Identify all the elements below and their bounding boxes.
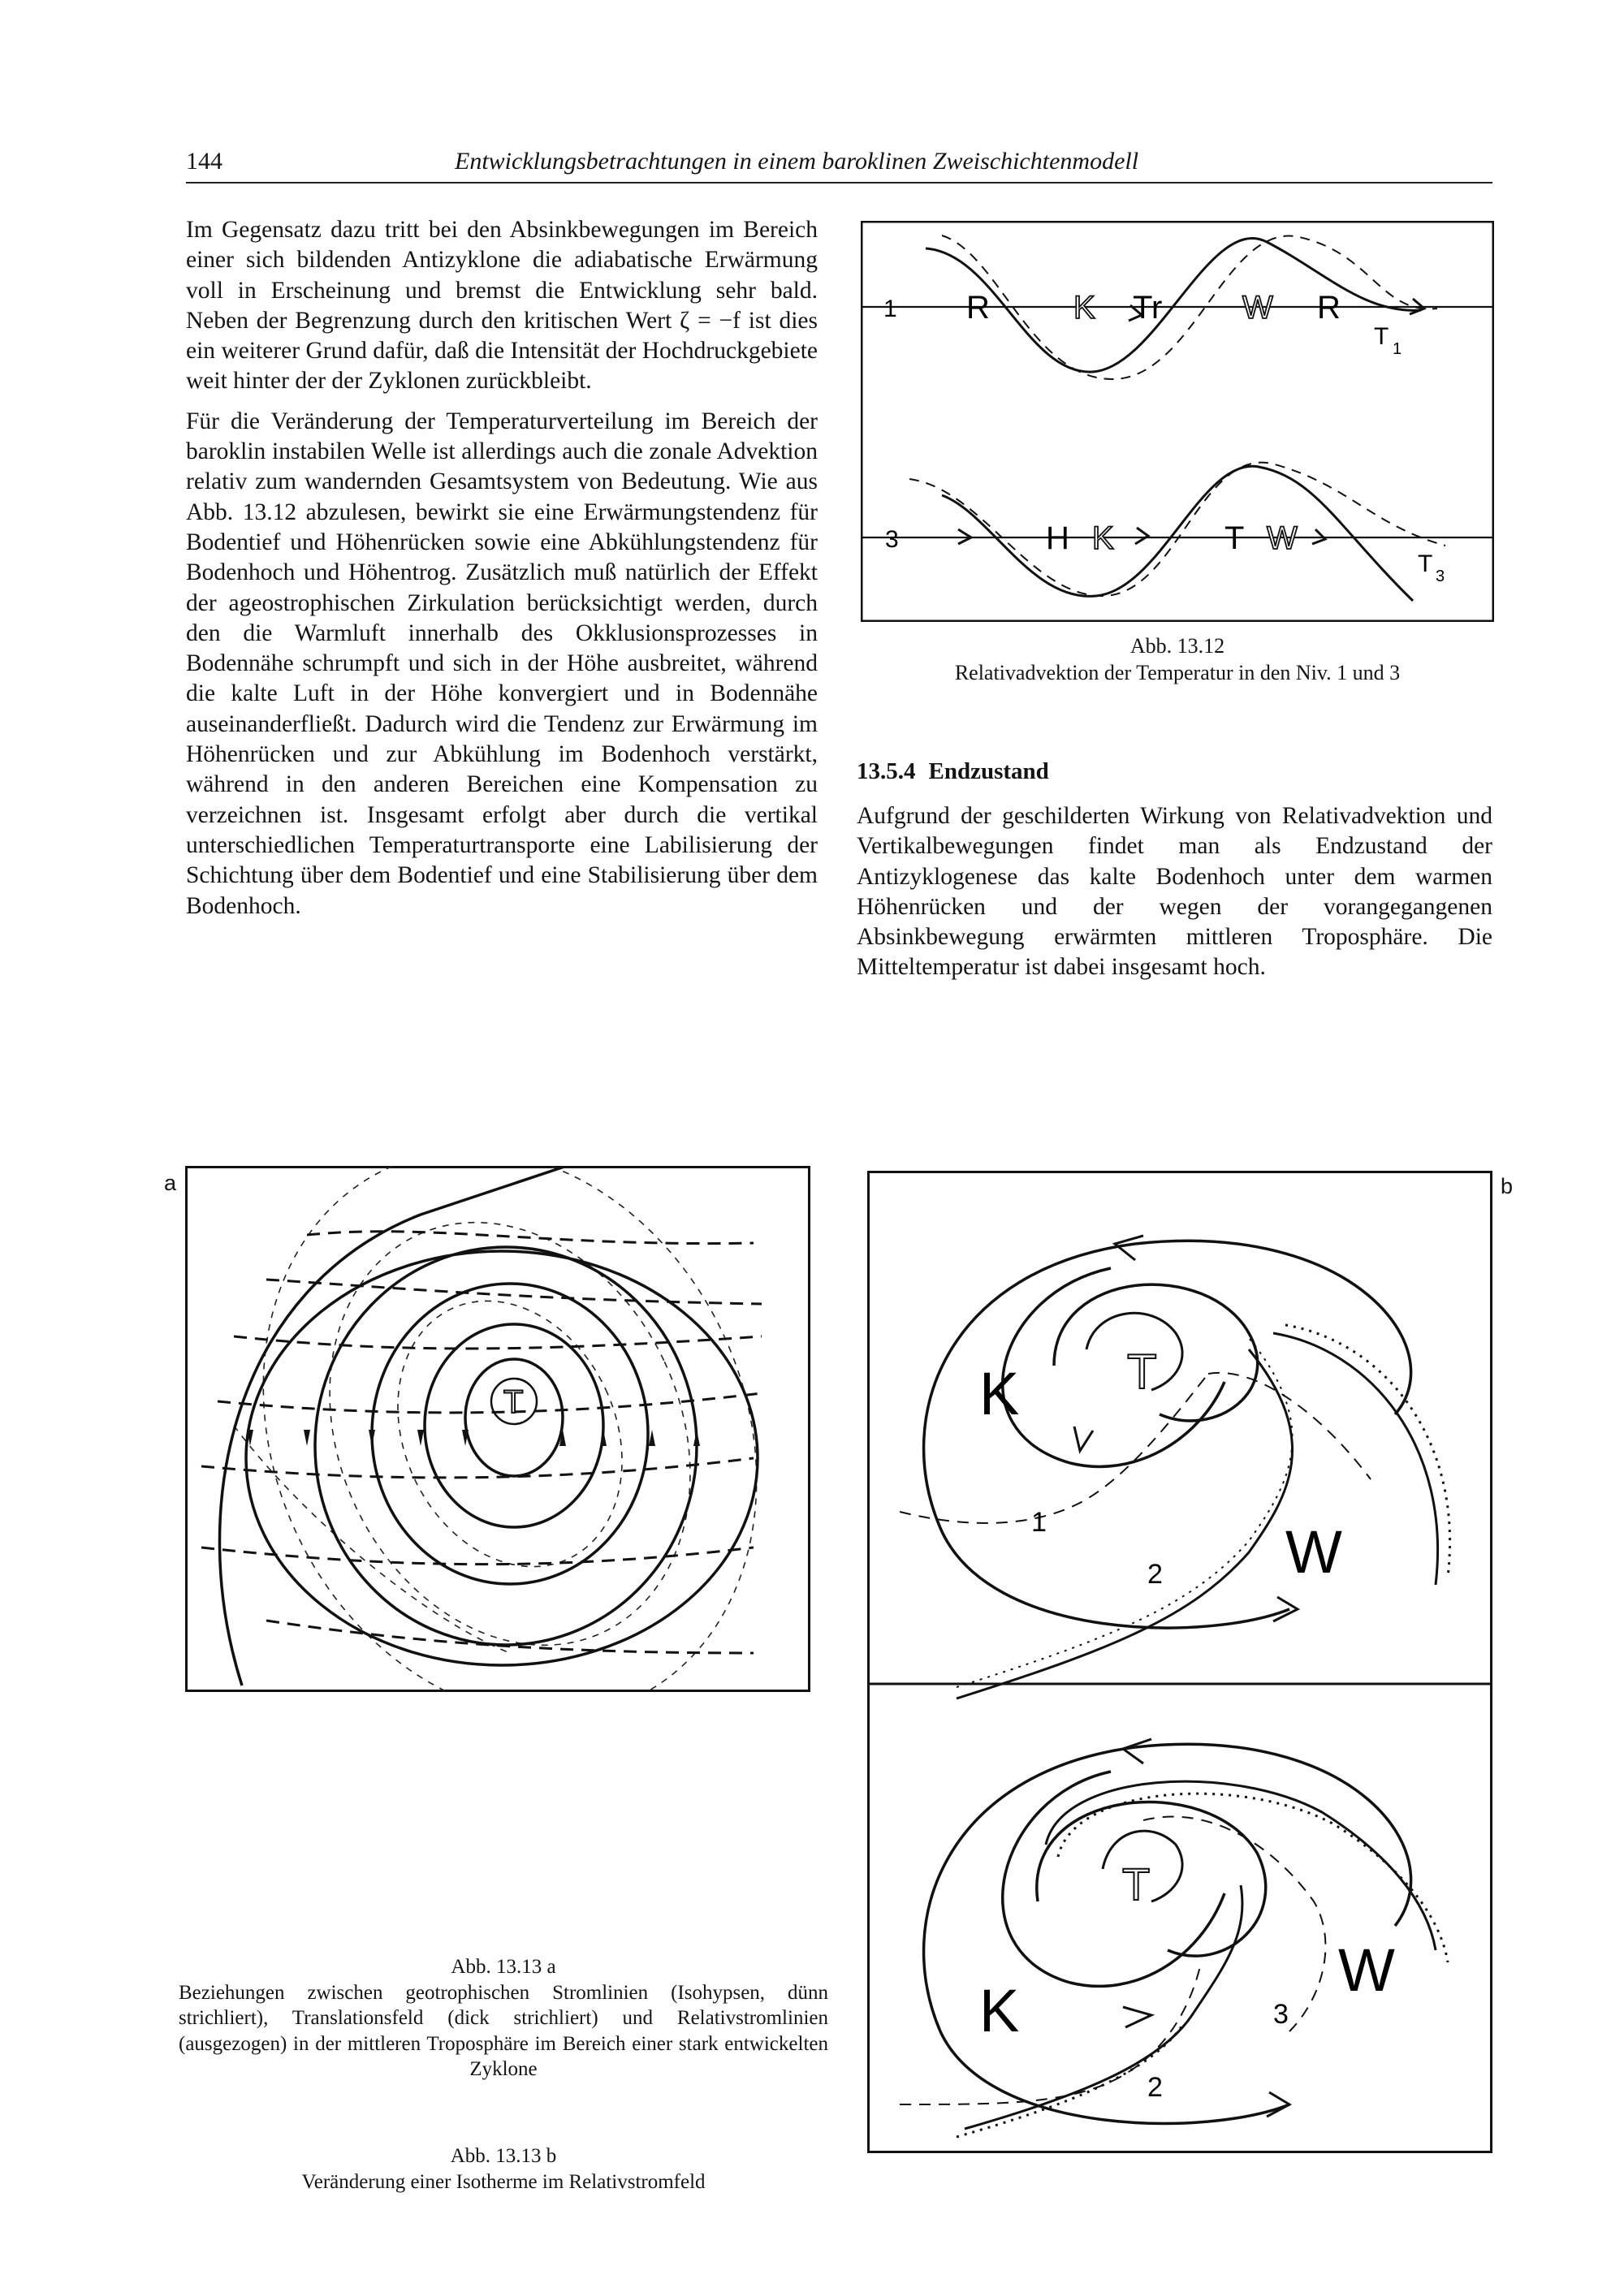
top-isotherm-label-1: 1: [1031, 1507, 1047, 1538]
top-spiral-outer: [924, 1244, 1289, 1628]
isohypse-2: [263, 1166, 758, 1692]
translation-line-3: [234, 1336, 762, 1349]
top-arrow-2: [1273, 1597, 1298, 1621]
level1-label-t-sub: 1: [1393, 340, 1402, 358]
top-isotherm-1: [900, 1374, 1208, 1523]
header-rule: [186, 182, 1492, 183]
figure-13-12-caption-text: Relativadvektion der Temperatur in den Niv. 1 und 3: [954, 661, 1401, 684]
top-isotherm-label-2: 2: [1147, 1559, 1163, 1590]
isohypse-4: [234, 1426, 510, 1653]
level1-label-k: K: [1073, 290, 1095, 326]
figure-13-13a: [185, 1166, 810, 1692]
top-arrow-3: [1074, 1427, 1093, 1451]
figure-13-13b-caption-text: Veränderung einer Isotherme im Relativstromfeld: [301, 2170, 706, 2193]
figure-13-13b-caption: [179, 2143, 828, 2195]
arrow-3: [369, 1430, 375, 1446]
bottom-isotherm-label-3: 3: [1273, 1999, 1289, 2030]
streamline-3: [372, 1284, 648, 1584]
figure-13-13a-caption: [179, 1954, 828, 2083]
isohypse-3: [185, 1166, 810, 1692]
top-label-w: W: [1285, 1518, 1342, 1586]
bottom-label-w: W: [1338, 1936, 1395, 2004]
section-title: Endzustand: [928, 758, 1049, 784]
top-label-k: K: [979, 1360, 1020, 1427]
level1-label-t: T: [1374, 323, 1389, 350]
translation-line-5: [201, 1458, 754, 1478]
figure-13-13b-frame: [869, 1172, 1492, 2152]
level1-label-tr: Tr: [1133, 290, 1163, 326]
arrow-9: [693, 1430, 700, 1446]
bottom-spiral-outer-right: [1135, 1744, 1411, 1926]
isohypse-1: [356, 1264, 663, 1604]
arrow-7: [600, 1430, 607, 1446]
translation-line-7: [266, 1621, 754, 1653]
arrow-4: [417, 1430, 424, 1446]
top-panel: [900, 1236, 1450, 1698]
bottom-spiral-outer: [924, 1747, 1289, 2123]
top-arrow-1: [1115, 1236, 1143, 1260]
bottom-label-t: T: [1122, 1858, 1151, 1910]
section-paragraph: Aufgrund der geschilderten Wirkung von Relativadvektion und Vertikalbewegungen findet man als Endzustand der Antizyklogenese das kalte Bodenhoch unter dem warmen Höhenrücken und der wegen der vorangegangenen Absinkbewegung erwärmten mittleren Troposphäre. Die Mitteltemperatur ist dabei insgesamt hoch.: [857, 803, 1492, 981]
level3-label-h: H: [1046, 520, 1069, 556]
center-label-t: T: [503, 1384, 524, 1420]
level1-label-w: W: [1242, 290, 1273, 326]
figure-13-13a-label: Abb. 13.13 a: [451, 1956, 556, 1978]
figure-13-13b: [867, 1171, 1492, 2153]
left-column: [186, 215, 818, 922]
arrow-8: [649, 1430, 655, 1446]
paragraph-2: Für die Veränderung der Temperaturverteilung im Bereich der baroklin instabilen Welle ist allerdings auch die zonale Advektion relativ zum wandernden Gesamtsystem von Bedeutung. Wie aus Abb. 13.12 abzulesen, bewirkt sie eine Erwärmungstendenz für Bodentief und Höhenrücken sowie eine Abkühlungstendenz für Bodenhoch und Höhentrog. Zusätzlich muß natürlich der Effekt der ageostrophischen Zirkulation berücksichtigt werden, durch den die Warmluft innerhalb des Okklusionsprozesses in Bodennähe schrumpft und sich in der Höhe ausbreitet, während die kalte Luft in der Höhe konvergiert und in Bodennähe auseinanderfließt. Dadurch wird die Tendenz zur Erwärmung im Höhenrücken und zur Abkühlung im Bodenhoch verstärkt, während in den anderen Bereichen eine Kompensation zu verzeichnen ist. Insgesamt erfolgt aber durch die vertikal unterschiedlichen Temperaturtransporte eine Labilisierung der Schichtung über dem Bodentief und eine Stabilisierung über dem Bodenhoch.: [186, 408, 818, 919]
running-head: Entwicklungsbetrachtungen in einem baroklinen Zweischichtenmodell: [455, 148, 1139, 175]
bottom-arrow-3: [1123, 2007, 1151, 2027]
figure-13-13b-label: Abb. 13.13 b: [450, 2145, 557, 2167]
streamline-5: [246, 1251, 758, 1665]
arrow-2: [304, 1430, 310, 1446]
level1-label-r1: R: [966, 290, 990, 326]
isohypses-thin: [185, 1166, 810, 1692]
figure-13-13a-caption-text: Beziehungen zwischen geotrophischen Stromlinien (Isohypsen, dünn strichliert), Translationsfeld (dick strichliert) und Relativstromlinien (ausgezogen) in der mittleren Troposphäre im Bereich einer stark entwickelten Zyklone: [179, 1981, 828, 2080]
top-spiral-middle: [1003, 1268, 1224, 1466]
right-column: [857, 801, 1492, 983]
streamline-2: [425, 1324, 603, 1527]
level3-label-k: K: [1092, 520, 1114, 556]
bottom-panel: [900, 1739, 1448, 2137]
figure-13-12-caption: [861, 632, 1494, 686]
level3-label-w: W: [1267, 520, 1298, 556]
level3-label-t: T: [1418, 550, 1433, 577]
figure-13-13a-letter: a: [164, 1171, 177, 1195]
figure-13-12-frame: [862, 222, 1493, 621]
section-number: 13.5.4: [857, 758, 916, 784]
level3-solid-wave: [942, 466, 1413, 601]
bottom-isotherm-label-2: 2: [1147, 2072, 1163, 2103]
figure-13-12-label: Abb. 13.12: [1129, 634, 1225, 658]
figure-13-13a-frame: [187, 1168, 810, 1691]
page-number: 144: [186, 148, 222, 175]
level1-label-r2: R: [1317, 290, 1341, 326]
figure-13-13b-letter: b: [1501, 1174, 1514, 1198]
top-label-t: T: [1127, 1345, 1157, 1399]
level3-label-t-sub: 3: [1436, 568, 1445, 585]
paragraph-1: Im Gegensatz dazu tritt bei den Absinkbewegungen im Bereich einer sich bildenden Antizyklone die adiabatische Erwärmung voll in Erscheinung und bremst die Entwicklung sehr bald. Neben der Begrenzung durch den kritischen Wert ζ = −f ist dies ein weiterer Grund dafür, daß die Intensität der Hochdruckgebiete weit hinter der der Zyklonen zurückbleibt.: [186, 217, 818, 395]
translation-field: [201, 1232, 762, 1653]
figure-13-12: [861, 221, 1494, 622]
bottom-arrow-1: [1123, 1739, 1151, 1763]
bottom-spiral-inner: [1037, 1802, 1266, 1957]
level3-label-t-mid: T: [1224, 520, 1245, 556]
section-heading: [857, 758, 1049, 785]
level1-number: 1: [883, 296, 897, 322]
level3-number: 3: [885, 526, 899, 553]
bottom-label-k: K: [979, 1977, 1020, 2044]
bottom-isotherm-dashed: [1143, 1817, 1325, 2031]
level3-arrow-2: [1135, 528, 1148, 544]
